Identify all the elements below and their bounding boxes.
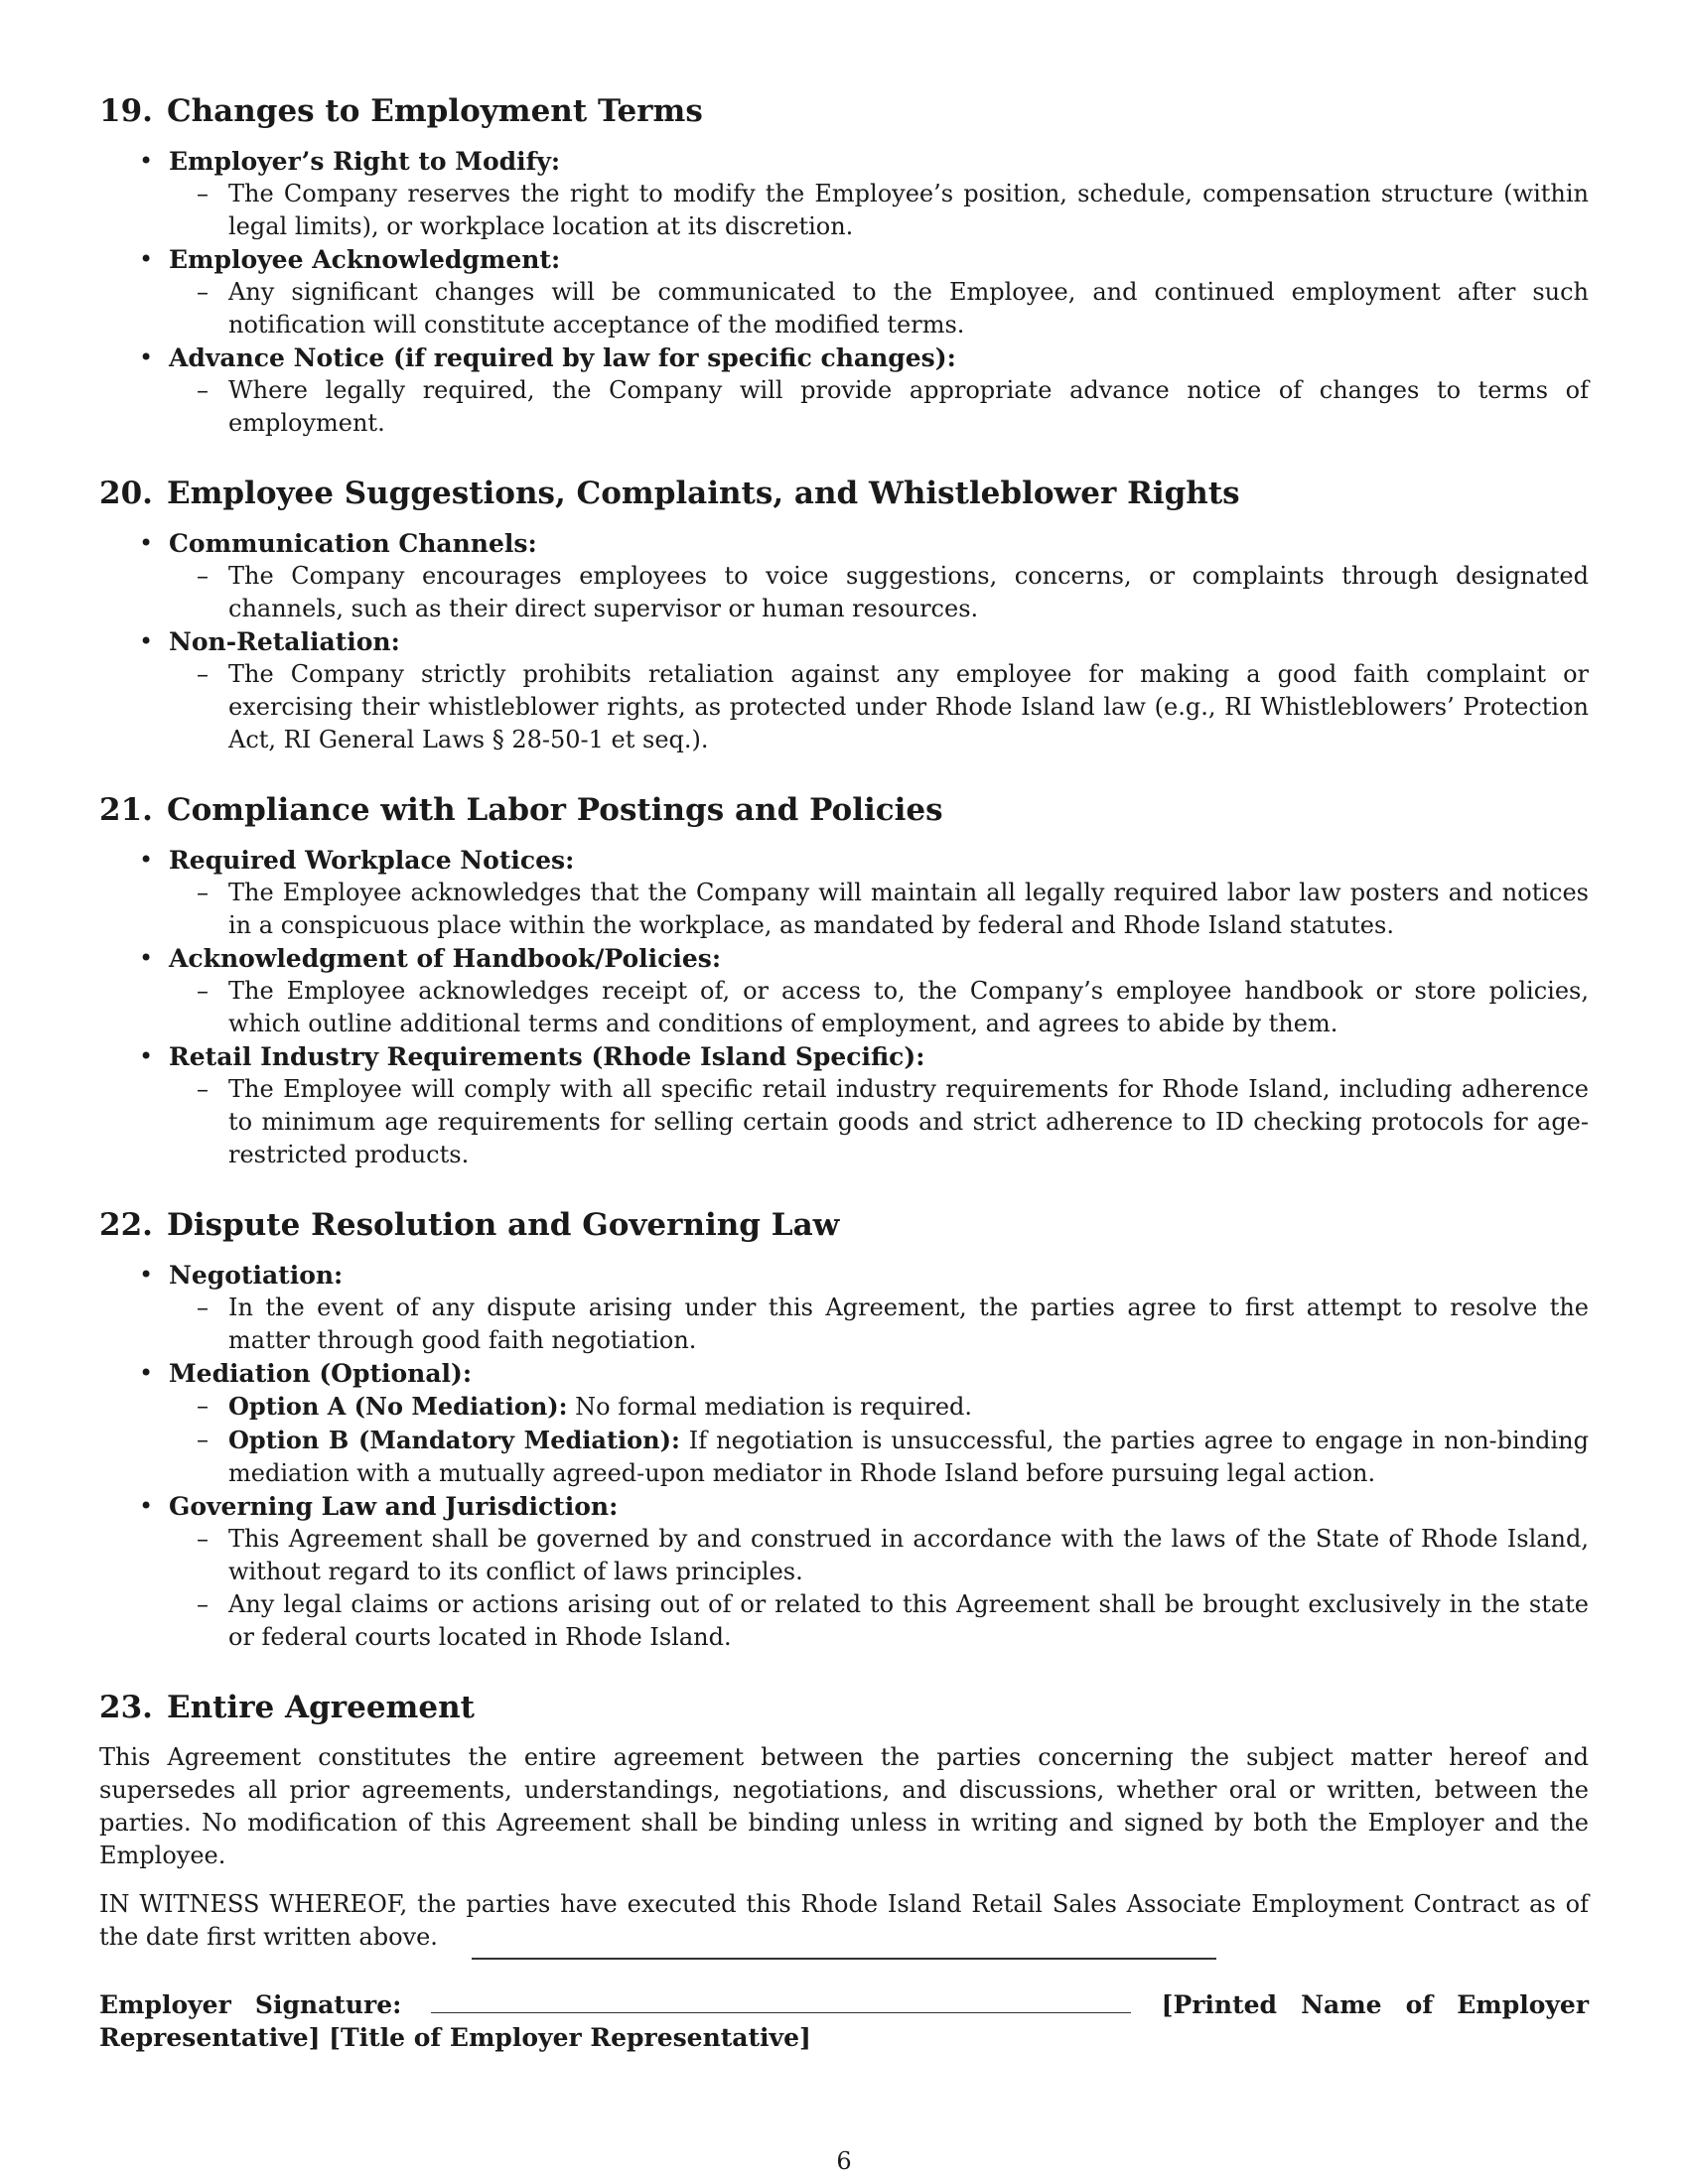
bullet-list bbox=[99, 527, 1589, 756]
sub-list bbox=[169, 658, 1589, 756]
bullet-icon: • bbox=[139, 147, 154, 175]
section-number: 22. bbox=[99, 1207, 153, 1243]
sub-list bbox=[169, 276, 1589, 341]
section-number: 20. bbox=[99, 476, 153, 511]
section-number: 21. bbox=[99, 792, 153, 828]
section-title: Compliance with Labor Postings and Policies bbox=[166, 792, 943, 828]
bullet-icon: • bbox=[139, 245, 154, 273]
sub-item bbox=[169, 178, 1589, 243]
list-item bbox=[99, 625, 1589, 756]
dash-icon: – bbox=[197, 1426, 209, 1453]
list-item bbox=[99, 1357, 1589, 1490]
dash-icon: – bbox=[197, 1525, 209, 1553]
dash-icon: – bbox=[197, 180, 209, 207]
dash-icon: – bbox=[197, 376, 209, 404]
item-title: Employer’s Right to Modify: bbox=[169, 147, 561, 176]
employer-signature-block bbox=[99, 1988, 1589, 2054]
option-label: Option A (No Mediation): bbox=[228, 1392, 568, 1421]
section-heading bbox=[99, 91, 1589, 131]
bullet-icon: • bbox=[139, 1042, 154, 1070]
sub-item bbox=[169, 975, 1589, 1040]
sub-item bbox=[169, 1523, 1589, 1588]
witness-paragraph: IN WITNESS WHEREOF, the parties have executed this Rhode Island Retail Sales Associate Employment Contract as of the date first written above. bbox=[99, 1890, 1589, 1951]
sub-item bbox=[169, 877, 1589, 942]
bullet-icon: • bbox=[139, 944, 154, 972]
list-item bbox=[99, 942, 1589, 1040]
bullet-icon: • bbox=[139, 1492, 154, 1520]
employer-signature-line[interactable] bbox=[431, 1990, 1131, 2013]
dash-icon: – bbox=[197, 1075, 209, 1103]
section-title: Employee Suggestions, Complaints, and Whistleblower Rights bbox=[166, 476, 1240, 511]
section-heading bbox=[99, 1688, 1589, 1727]
bullet-icon: • bbox=[139, 529, 154, 557]
sub-list bbox=[169, 560, 1589, 625]
dash-icon: – bbox=[197, 660, 209, 688]
option-label: Option B (Mandatory Mediation): bbox=[228, 1426, 680, 1454]
sub-item bbox=[169, 1588, 1589, 1654]
sub-item bbox=[169, 374, 1589, 440]
page-number: 6 bbox=[836, 2147, 852, 2175]
item-title: Negotiation: bbox=[169, 1261, 344, 1290]
sub-text: In the event of any dispute arising under this Agreement, the parties agree to first attempt to resolve the matter through good faith negotiation. bbox=[228, 1294, 1589, 1354]
item-title: Mediation (Optional): bbox=[169, 1359, 473, 1388]
section-number: 19. bbox=[99, 93, 153, 129]
section-heading bbox=[99, 790, 1589, 830]
sub-text: No formal mediation is required. bbox=[567, 1393, 973, 1421]
section-20 bbox=[99, 474, 1589, 756]
bullet-list bbox=[99, 844, 1589, 1171]
section-heading bbox=[99, 1205, 1589, 1245]
list-item bbox=[99, 1259, 1589, 1357]
sub-text: The Company encourages employees to voice suggestions, concerns, or complaints through designated channels, such as their direct supervisor or human resources. bbox=[228, 562, 1589, 622]
item-title: Communication Channels: bbox=[169, 529, 537, 558]
dash-icon: – bbox=[197, 977, 209, 1005]
dash-icon: – bbox=[197, 278, 209, 306]
dash-icon: – bbox=[197, 562, 209, 590]
sub-list bbox=[169, 975, 1589, 1040]
list-item bbox=[99, 145, 1589, 243]
sub-text: The Employee will comply with all specific retail industry requirements for Rhode Island, including adherence to minimum age requirements for selling certain goods and strict adherence to ID checking protocols for age-restricted products. bbox=[228, 1075, 1589, 1168]
sub-list bbox=[169, 877, 1589, 942]
section-19 bbox=[99, 91, 1589, 440]
list-item bbox=[99, 341, 1589, 440]
entire-agreement-paragraph: This Agreement constitutes the entire agreement between the parties concerning the subject matter hereof and supersedes all prior agreements, understandings, negotiations, and discussions, whether oral or written, between the parties. No modification of this Agreement shall be binding unless in writing and signed by both the Employer and the Employee. bbox=[99, 1743, 1589, 1869]
list-item bbox=[99, 1040, 1589, 1171]
sub-text: This Agreement shall be governed by and construed in accordance with the laws of the State of Rhode Island, without regard to its conflict of laws principles. bbox=[228, 1525, 1589, 1585]
section-title: Entire Agreement bbox=[166, 1690, 475, 1725]
sub-list bbox=[169, 374, 1589, 440]
list-item bbox=[99, 527, 1589, 625]
section-22 bbox=[99, 1205, 1589, 1654]
bullet-icon: • bbox=[139, 627, 154, 655]
bullet-icon: • bbox=[139, 1261, 154, 1289]
section-23 bbox=[99, 1688, 1589, 1954]
sub-item bbox=[169, 560, 1589, 625]
section-number: 23. bbox=[99, 1690, 153, 1725]
sub-item bbox=[169, 1424, 1589, 1490]
section-title: Changes to Employment Terms bbox=[166, 93, 703, 129]
list-item bbox=[99, 1490, 1589, 1654]
sub-list bbox=[169, 1292, 1589, 1357]
printed-name-placeholder: [Printed Name of Employer Representative] bbox=[99, 1990, 1589, 2052]
sub-text: The Employee acknowledges that the Company will maintain all legally required labor law posters and notices in a conspicuous place within the workplace, as mandated by federal and Rhode Island statutes. bbox=[228, 879, 1589, 939]
bullet-icon: • bbox=[139, 1359, 154, 1387]
document-page bbox=[99, 91, 1589, 1954]
item-title: Retail Industry Requirements (Rhode Island Specific): bbox=[169, 1042, 925, 1071]
bullet-icon: • bbox=[139, 846, 154, 874]
sub-text: Any legal claims or actions arising out of or related to this Agreement shall be brought exclusively in the state or federal courts located in Rhode Island. bbox=[228, 1590, 1589, 1651]
section-title: Dispute Resolution and Governing Law bbox=[166, 1207, 840, 1243]
sub-list bbox=[169, 1523, 1589, 1654]
signature-divider bbox=[472, 1958, 1216, 1960]
sub-text: The Company reserves the right to modify the Employee’s position, schedule, compensation structure (within legal limits), or workplace location at its discretion. bbox=[228, 180, 1589, 240]
sub-item bbox=[169, 1390, 1589, 1424]
sub-list bbox=[169, 178, 1589, 243]
item-title: Acknowledgment of Handbook/Policies: bbox=[169, 944, 722, 973]
bullet-icon: • bbox=[139, 343, 154, 371]
dash-icon: – bbox=[197, 1392, 209, 1420]
sub-text: Any significant changes will be communicated to the Employee, and continued employment after such notification will constitute acceptance of the modified terms. bbox=[228, 278, 1589, 339]
item-title: Advance Notice (if required by law for specific changes): bbox=[169, 343, 956, 372]
bullet-list bbox=[99, 145, 1589, 440]
item-title: Governing Law and Jurisdiction: bbox=[169, 1492, 619, 1521]
sub-text: If negotiation is unsuccessful, the parties agree to engage in non-binding mediation with a mutually agreed-upon mediator in Rhode Island before pursuing legal action. bbox=[228, 1427, 1590, 1487]
sub-item bbox=[169, 1292, 1589, 1357]
dash-icon: – bbox=[197, 879, 209, 906]
sub-item bbox=[169, 276, 1589, 341]
sub-text: The Company strictly prohibits retaliation against any employee for making a good faith complaint or exercising their whistleblower rights, as protected under Rhode Island law (e.g., RI Whistleblowers’ Protection Act, RI General Laws § 28-50-1 et seq.). bbox=[228, 660, 1589, 753]
sub-text: Where legally required, the Company will provide appropriate advance notice of changes to terms of employment. bbox=[228, 376, 1589, 437]
title-placeholder: [Title of Employer Representative] bbox=[329, 2023, 811, 2052]
item-title: Employee Acknowledgment: bbox=[169, 245, 561, 274]
sub-list bbox=[169, 1390, 1589, 1490]
dash-icon: – bbox=[197, 1294, 209, 1321]
item-title: Non-Retaliation: bbox=[169, 627, 400, 656]
item-title: Required Workplace Notices: bbox=[169, 846, 575, 875]
list-item bbox=[99, 243, 1589, 341]
employer-signature-label: Employer Signature: bbox=[99, 1990, 402, 2019]
dash-icon: – bbox=[197, 1590, 209, 1618]
sub-item bbox=[169, 658, 1589, 756]
list-item bbox=[99, 844, 1589, 942]
section-heading bbox=[99, 474, 1589, 513]
sub-item bbox=[169, 1073, 1589, 1171]
section-21 bbox=[99, 790, 1589, 1171]
sub-list bbox=[169, 1073, 1589, 1171]
sub-text: The Employee acknowledges receipt of, or access to, the Company’s employee handbook or store policies, which outline additional terms and conditions of employment, and agrees to abide by them. bbox=[228, 977, 1589, 1037]
bullet-list bbox=[99, 1259, 1589, 1654]
